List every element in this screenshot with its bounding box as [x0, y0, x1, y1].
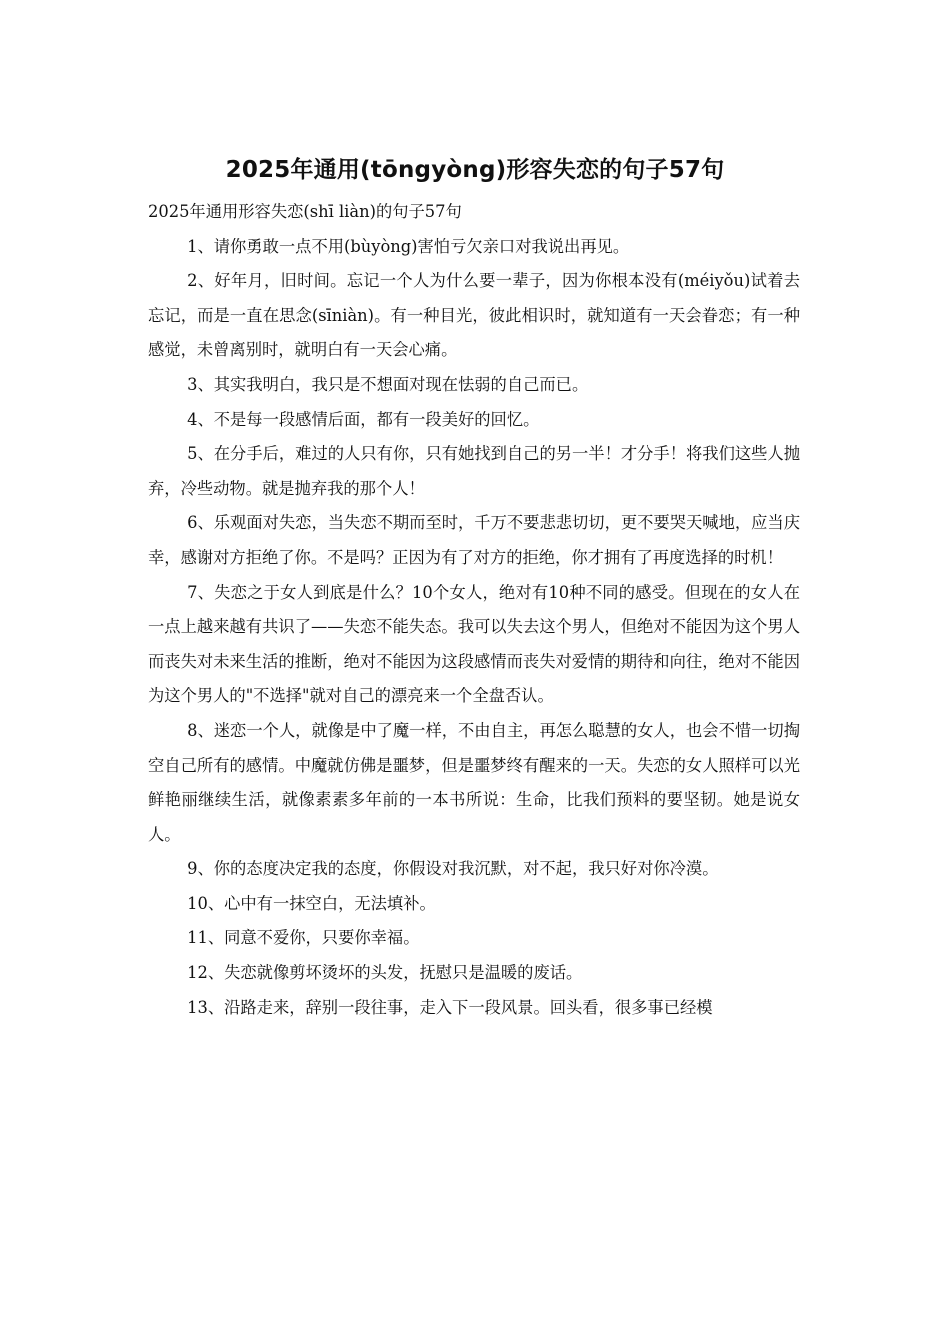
paragraph-6: 6、乐观面对失恋，当失恋不期而至时，千万不要悲悲切切，更不要哭天喊地，应当庆幸，感谢对方拒绝了你。不是吗？正因为有了对方的拒绝，你才拥有了再度选择的时机！ [148, 513, 800, 567]
paragraph-2: 2、好年月，旧时间。忘记一个人为什么要一辈子，因为你根本没有(méiyǒu)试着去忘记，而是一直在思念(sīniàn)。有一种目光，彼此相识时，就知道有一天会眷恋；有一种感觉，未曾离别时，就明白有一天会心痛。 [148, 271, 800, 360]
paragraph-1: 1、请你勇敢一点不用(bùyòng)害怕亏欠亲口对我说出再见。 [187, 236, 630, 256]
paragraph-5: 5、在分手后，难过的人只有你，只有她找到自己的另一半！才分手！将我们这些人抛弃，冷些动物。就是抛弃我的那个人！ [148, 444, 800, 498]
document-body [148, 195, 800, 1025]
document-title: 2025年通用(tōngyòng)形容失恋的句子57句 [225, 157, 725, 183]
paragraph-3: 3、其实我明白，我只是不想面对现在怯弱的自己而已。 [187, 374, 589, 394]
paragraph-7: 7、失恋之于女人到底是什么？10个女人，绝对有10种不同的感受。但现在的女人在一点上越来越有共识了——失恋不能失态。我可以失去这个男人，但绝对不能因为这个男人而丧失对未来生活的推断，绝对不能因为这段感情而丧失对爱情的期待和向往，绝对不能因为这个男人的"不选择"就对自己的漂亮来一个全盘否认。 [148, 582, 800, 706]
document-subtitle: 2025年通用形容失恋(shī liàn)的句子57句 [148, 202, 462, 221]
paragraph-10: 10、心中有一抹空白，无法填补。 [187, 893, 436, 913]
paragraph-8: 8、迷恋一个人，就像是中了魔一样，不由自主，再怎么聪慧的女人，也会不惜一切掏空自己所有的感情。中魔就仿佛是噩梦，但是噩梦终有醒来的一天。失恋的女人照样可以光鲜艳丽继续生活，就像素素多年前的一本书所说：生命，比我们预料的要坚韧。她是说女人。 [148, 720, 800, 844]
paragraph-11: 11、同意不爱你，只要你幸福。 [187, 928, 420, 948]
paragraph-13: 13、沿路走来，辞别一段往事，走入下一段风景。回头看，很多事已经模 [187, 997, 713, 1017]
paragraph-9: 9、你的态度决定我的态度，你假设对我沉默，对不起，我只好对你冷漠。 [187, 859, 719, 879]
paragraph-12: 12、失恋就像剪坏烫坏的头发，抚慰只是温暖的废话。 [187, 963, 583, 983]
paragraph-4: 4、不是每一段感情后面，都有一段美好的回忆。 [187, 409, 540, 429]
